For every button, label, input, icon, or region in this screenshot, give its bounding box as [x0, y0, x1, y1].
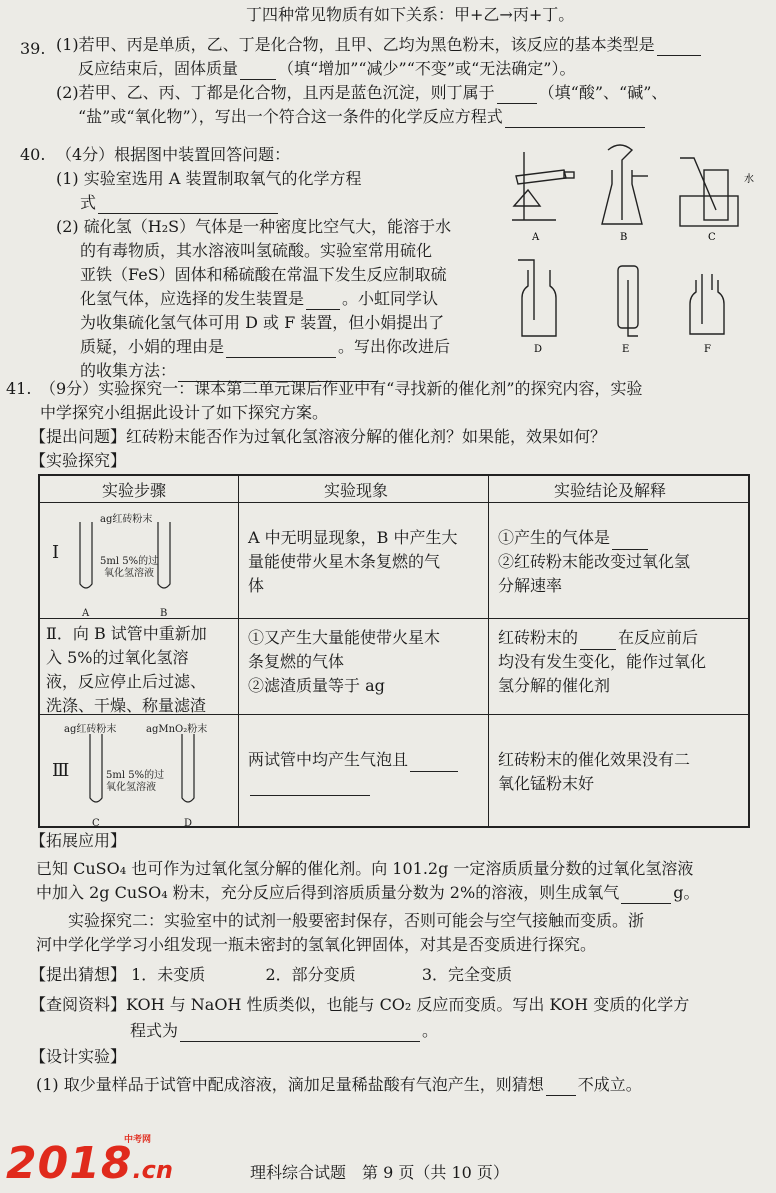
row1-phen-line: 体: [248, 576, 265, 595]
apparatus-a: [512, 152, 574, 220]
solution-label-2: 氧化氢溶液: [106, 782, 156, 793]
row3-conclusion: [498, 748, 690, 796]
q40-number: 40.: [20, 145, 46, 164]
design-line1: [36, 1074, 642, 1096]
explore2-line1: 实验探究二：实验室中的试剂一般要密封保存，否则可能会与空气接触而变质。浙: [68, 911, 645, 930]
q39-line4: [56, 82, 667, 104]
step-3-diagram: [46, 718, 234, 829]
q40-line4: (2) 硫化氢（H₂S）气体是一种密度比空气大，能溶于水: [56, 217, 452, 236]
logo-suffix: .cn: [132, 1156, 173, 1184]
q39-line3: [78, 58, 575, 80]
tube-c-label: C: [92, 818, 100, 829]
blank[interactable]: [505, 111, 645, 128]
row2-concl-tail: 在反应前后: [618, 628, 699, 647]
blank[interactable]: [497, 87, 537, 104]
row2-phen-line: 条复燃的气体: [248, 652, 345, 671]
label-f: F: [704, 344, 711, 355]
extension-line1: 已知 CuSO₄ 也可作为过氧化氢分解的催化剂。向 101.2g 一定溶质质量分数的过氧化氢溶液: [36, 859, 694, 878]
extension-line2-tail: g。: [673, 883, 700, 902]
blank[interactable]: [306, 293, 340, 310]
row1-phenomena: [248, 526, 458, 598]
q41-explore-title: 【实验探究】: [30, 451, 127, 470]
header-conclusion: 实验结论及解释: [554, 481, 667, 500]
test-tubes-cd: [66, 732, 216, 816]
row3-phen-text: 两试管中均产生气泡且: [248, 750, 409, 769]
row2-step-line: 入 5%的过氧化氢溶: [46, 648, 189, 667]
guess-row: [30, 964, 512, 986]
experiment-table: [38, 474, 750, 828]
q40-line9: [80, 336, 450, 358]
row1-phen-line: A 中无明显现象，B 中产生大: [248, 528, 458, 547]
q39-line4-text: (2)若甲、乙、丙、丁都是化合物，且丙是蓝色沉淀，则丁属于: [56, 83, 495, 102]
design-line1-tail: 不成立。: [577, 1075, 642, 1094]
logo-tag: 中考网: [124, 1135, 152, 1145]
blank[interactable]: [180, 1025, 420, 1042]
extension-title: 【拓展应用】: [30, 831, 127, 850]
q39-line5: [78, 106, 647, 128]
reference-line2: 程式为 。: [130, 1021, 439, 1040]
guess-3: 3．完全变质: [421, 965, 513, 984]
q39-line3-text: 反应结束后，固体质量: [78, 59, 239, 78]
tube-b-label: B: [160, 608, 168, 619]
row2-step-line: 洗涤、干燥、称量滤渣: [46, 696, 207, 715]
q41-line1: （9分）实验探究一：课本第二单元课后作业中有“寻找新的催化剂”的探究内容，实验: [40, 379, 643, 398]
blank[interactable]: [621, 887, 671, 904]
step-3-label: Ⅲ: [52, 760, 70, 781]
extension-line2-text: 中加入 2g CuSO₄ 粉末，充分反应后得到溶质质量分数为 2%的溶液，则生成氧气: [36, 883, 620, 902]
header-phenomena: 实验现象: [324, 481, 389, 500]
label-a: A: [532, 232, 540, 243]
tube-d-label: D: [184, 818, 193, 829]
step-1-diagram: [46, 506, 234, 619]
q40-line7-text: 化氢气体，应选择的发生装置是: [80, 289, 305, 308]
guess-2: 2．部分变质: [265, 965, 356, 984]
label-water: 水: [744, 174, 754, 185]
solution-label: 5ml 5%的过: [106, 770, 165, 781]
blank[interactable]: [250, 779, 370, 796]
apparatus-c: [680, 158, 738, 226]
blank[interactable]: [546, 1079, 576, 1096]
row2-phen-line: ②滤渣质量等于 ag: [248, 676, 385, 695]
q40-line7-tail: 。小虹同学认: [342, 289, 439, 308]
q39-line3-tail: （填“增加”“减少”“不变”或“无法确定”）。: [278, 59, 576, 78]
q40-line6: 亚铁（FeS）固体和稀硫酸在常温下发生反应制取硫: [80, 265, 447, 284]
solution-label-2: 氧化氢溶液: [104, 568, 154, 579]
design-title: 【设计实验】: [30, 1047, 127, 1066]
blank[interactable]: [410, 755, 458, 772]
solution-label: 5ml 5%的过: [100, 556, 159, 567]
q40-line3-text: 式: [80, 193, 97, 212]
row3-concl-line: 红砖粉末的催化效果没有二: [498, 750, 691, 769]
row2-step: [46, 622, 207, 718]
q40-line2: (1) 实验室选用 A 装置制取氧气的化学方程: [56, 169, 362, 188]
row2-concl-line: 均没有发生变化，能作过氧化: [498, 652, 707, 671]
blank[interactable]: [657, 39, 701, 56]
apparatus-e: [618, 266, 638, 336]
row1-phen-line: 量能使带火星木条复燃的气: [248, 552, 441, 571]
q40-line3: [80, 192, 280, 214]
q41-question: 【提出问题】红砖粉末能否作为过氧化氢溶液分解的催化剂？如果能，效果如何？: [30, 427, 607, 446]
tube-a-label: A: [82, 608, 90, 619]
reference-row: [30, 994, 689, 1016]
design-line1-text: (1) 取少量样品于试管中配成溶液，滴加足量稀盐酸有气泡产生，则猜想: [36, 1075, 544, 1094]
row1-concl-line: 分解速率: [498, 576, 563, 595]
row2-conclusion: [498, 626, 706, 698]
q40-line9-text: 质疑，小娟的理由是: [80, 337, 225, 356]
q39-line2-text: (1)若甲、丙是单质，乙、丁是化合物，且甲、乙均为黑色粉末，该反应的基本类型是: [56, 35, 655, 54]
q39-number: 39.: [20, 39, 46, 58]
row2-step-line: 液，反应停止后过滤、: [46, 672, 207, 691]
row2-phenomena: [248, 626, 440, 698]
powder-label: ag红砖粉末: [100, 514, 153, 525]
q40-line10-text: 的收集方法：: [80, 361, 177, 380]
apparatus-b: [602, 145, 648, 224]
apparatus-f: [690, 274, 724, 334]
label-c: C: [708, 232, 716, 243]
row2-concl-text: 红砖粉末的: [498, 628, 579, 647]
q39-line5-text: “盐”或“氧化物”），写出一个符合这一条件的化学反应方程式: [78, 107, 503, 126]
q39-line4-tail: （填“酸”、“碱”、: [538, 83, 668, 102]
row3-phenomena: [248, 748, 460, 796]
test-tubes-ab: [66, 518, 206, 608]
row3-concl-line: 氧化锰粉末好: [498, 774, 595, 793]
q40-line5: 的有毒物质，其水溶液叫氢硫酸。实验室常用硫化: [80, 241, 433, 260]
label-b: B: [620, 232, 628, 243]
guess-title: 【提出猜想】: [30, 965, 127, 984]
guess-1: 1．未变质: [131, 965, 206, 984]
blank[interactable]: [98, 197, 278, 214]
extension-line2: [36, 882, 699, 904]
blank[interactable]: [612, 533, 648, 550]
site-logo: [6, 1135, 173, 1189]
header-steps: 实验步骤: [102, 481, 167, 500]
q39-line2: [56, 34, 703, 56]
q40-line7: [80, 288, 438, 310]
row1-concl-line: ①产生的气体是: [498, 528, 611, 547]
explore2-line2: 河中学化学学习小组发现一瓶未密封的氢氧化钾固体，对其是否变质进行探究。: [36, 935, 597, 954]
q39-stem: 丁四种常见物质有如下关系：甲+乙→丙+丁。: [246, 5, 575, 24]
row1-conclusion: [498, 526, 690, 598]
reference-line2-text: 程式为: [130, 1021, 179, 1040]
reference-text: KOH 与 NaOH 性质类似，也能与 CO₂ 反应而变质。写出 KOH 变质的化学方: [126, 995, 690, 1014]
q40-line8: 为收集硫化氢气体可用 D 或 F 装置，但小娟提出了: [80, 313, 445, 332]
row2-step-line: Ⅱ．向 B 试管中重新加: [46, 624, 207, 643]
blank[interactable]: [580, 633, 616, 650]
q41-line2: 中学探究小组据此设计了如下探究方案。: [40, 403, 329, 422]
reference-title: 【查阅资料】: [30, 995, 127, 1014]
apparatus-figure: [504, 140, 756, 360]
q40-line1: （4分）根据图中装置回答问题：: [56, 145, 291, 164]
page-footer: 理科综合试题 第 9 页（共 10 页）: [250, 1163, 509, 1182]
blank[interactable]: [226, 341, 336, 358]
apparatus-d: [518, 260, 556, 336]
powder-d-label: agMnO₂粉末: [146, 724, 208, 735]
label-e: E: [622, 344, 630, 355]
row2-concl-line: 氢分解的催化剂: [498, 676, 611, 695]
q40-line9-tail: 。写出你改进后: [338, 337, 451, 356]
step-1-label: I: [52, 542, 60, 563]
label-d: D: [534, 344, 543, 355]
row1-concl-line: ②红砖粉末能改变过氧化氢: [498, 552, 691, 571]
logo-number: 2018: [6, 1138, 133, 1189]
row2-phen-line: ①又产生大量能使带火星木: [248, 628, 441, 647]
q41-number: 41.: [6, 379, 32, 398]
powder-c-label: ag红砖粉末: [64, 724, 117, 735]
blank[interactable]: [240, 63, 276, 80]
